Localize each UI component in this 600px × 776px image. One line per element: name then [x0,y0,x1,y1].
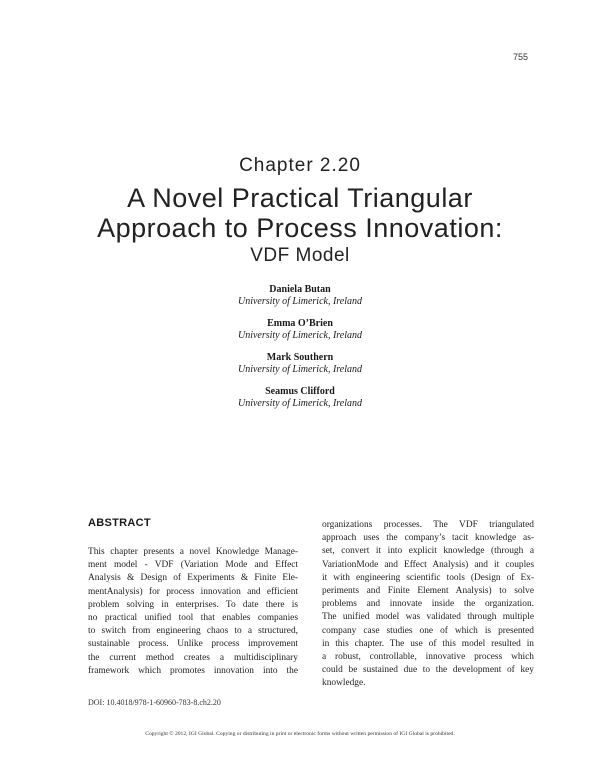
abstract-line: problem solving in enterprises. To date there is [88,599,298,610]
author-affiliation: University of Limerick, Ireland [237,330,363,341]
abstract-line: problems and innovate inside the organization. [322,599,534,610]
abstract-line: sustainable process. Unlike process improvement [88,639,298,650]
copyright-notice: Copyright © 2012, IGI Global. Copying or distributing in print or electronic forms without written permission of IGI Global is prohibited. [145,731,455,737]
chapter-title [0,183,600,243]
abstract-line: ment model - VDF (Variation Mode and Effect [88,560,298,571]
author-list [0,284,600,420]
author-affiliation: University of Limerick, Ireland [237,398,363,409]
abstract-line: The unified model was validated through multiple [322,612,534,623]
abstract-line: the current method creates a multidisciplinary [88,652,298,663]
author-name: Mark Southern [266,352,334,363]
chapter-title-line: Approach to Process Innovation: [97,213,503,243]
author-entry [0,318,600,342]
abstract-column-left [88,546,298,678]
abstract-line: a robust, controllable, innovative process which [322,652,534,663]
abstract-line: This chapter presents a novel Knowledge Manage- [88,547,298,557]
abstract-line: to switch from engineering chaos to a structured, [88,626,298,637]
abstract-column-right [322,519,534,691]
abstract-line: no practical unified tool that enables companies [88,613,298,624]
abstract-line: company case studies one of which is presented [322,625,534,636]
author-affiliation: University of Limerick, Ireland [237,364,363,375]
author-affiliation: University of Limerick, Ireland [237,296,363,307]
doi-text: DOI: 10.4018/978-1-60960-783-8.ch2.20 [88,698,221,707]
chapter-title-line: A Novel Practical Triangular [127,183,473,213]
page-number: 755 [512,52,528,62]
abstract-line: organizations processes. The VDF triangulated [322,520,534,530]
abstract-line: approach uses the company’s tacit knowledge as- [322,533,534,544]
author-entry [0,352,600,376]
author-name: Emma O’Brien [267,318,333,329]
abstract-line: could be sustained due to the development of key [322,665,534,676]
chapter-subtitle: VDF Model [250,245,350,266]
author-entry [0,284,600,308]
abstract-line: framework which promotes innovation into the [88,665,298,676]
abstract-line: periments and Finite Element Analysis) to solve [322,586,534,597]
abstract-heading: ABSTRACT [88,517,151,529]
abstract-line: set, convert it into explicit knowledge (through a [322,546,534,557]
author-name: Seamus Clifford [265,386,335,397]
abstract-line: mentAnalysis) for process innovation and efficient [88,586,298,597]
abstract-line: VariationMode and Effect Analysis) and it couples [322,559,534,570]
abstract-line: knowledge. [322,678,366,689]
abstract-line: it with engineering scientific tools (Design of Ex- [322,572,534,583]
abstract-line: Analysis & Design of Experiments & Finite Ele- [88,573,298,584]
chapter-label: Chapter 2.20 [239,155,361,176]
chapter-header [0,154,600,268]
abstract-line: in this chapter. The use of this model resulted in [322,638,534,649]
author-name: Daniela Butan [269,284,331,295]
author-entry [0,386,600,410]
